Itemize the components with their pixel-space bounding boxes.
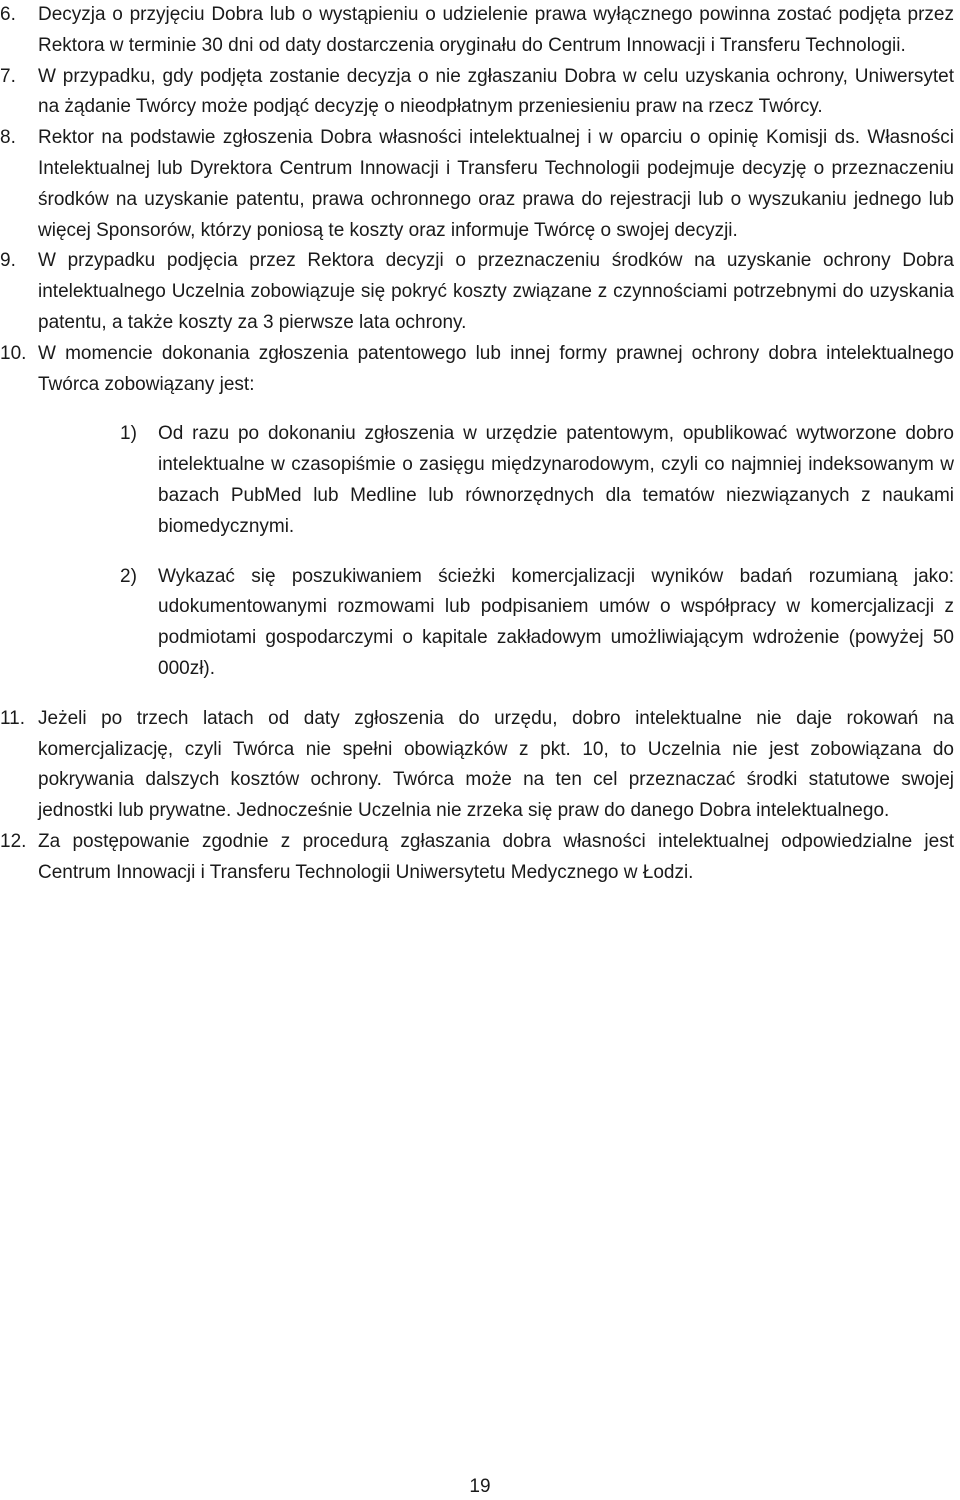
- item-number: 12.: [0, 830, 27, 852]
- list-item-8: [0, 123, 960, 246]
- list-item-10: [0, 339, 960, 401]
- item-number: 8.: [0, 127, 16, 149]
- item-text: Za postępowanie zgodnie z procedurą zgłaszania dobra własności intelektualnej odpowiedzialne jest Centrum Innowacji i Transferu Technologii Uniwersytetu Medycznego w Łodzi.: [38, 830, 954, 883]
- list-item-11: [0, 704, 960, 827]
- item-number: 9.: [0, 250, 16, 272]
- item-text: W przypadku, gdy podjęta zostanie decyzja o nie zgłaszaniu Dobra w celu uzyskania ochrony, Uniwersytet na żądanie Twórcy może podjąć decyzję o nieodpłatnym przeniesieniu praw na rzecz Twórcy.: [38, 65, 954, 118]
- list-item-9: [0, 246, 960, 338]
- item-text: W przypadku podjęcia przez Rektora decyzji o przeznaczeniu środków na uzyskanie ochrony Dobra intelektualnego Uczelnia zobowiązuje się pokryć koszty związane z czynnościami potrzebnymi do uzyskania patentu, a także koszty za 3 pierwsze lata ochrony.: [38, 250, 954, 333]
- item-number: 11.: [0, 707, 26, 729]
- sub-item-text: Wykazać się poszukiwaniem ścieżki komercjalizacji wyników badań rozumianą jako: udokumentowanymi rozmowami lub podpisaniem umów o współpracy w komercjalizacji z podmiotami gospodarczymi o kapitale zakładowym umożliwiającym wdrożenie (powyżej 50 000zł).: [158, 565, 954, 679]
- list-item-12: [0, 827, 960, 889]
- list-item-7: [0, 62, 960, 124]
- item-number: 7.: [0, 65, 16, 87]
- sub-item-1: [120, 419, 960, 542]
- sub-item-number: 1): [120, 423, 137, 445]
- item-number: 10.: [0, 342, 27, 364]
- item-text: Decyzja o przyjęciu Dobra lub o wystąpieniu o udzielenie prawa wyłącznego powinna zostać podjęta przez Rektora w terminie 30 dni od daty dostarczenia oryginału do Centrum Innowacji i Transferu Technologii.: [38, 4, 954, 56]
- sub-item-2: [120, 562, 960, 685]
- item-text: W momencie dokonania zgłoszenia patentowego lub innej formy prawnej ochrony dobra intelektualnego Twórca zobowiązany jest:: [38, 342, 954, 395]
- sub-item-text: Od razu po dokonaniu zgłoszenia w urzędzie patentowym, opublikować wytworzone dobro intelektualne w czasopiśmie o zasięgu międzynarodowym, czyli co najmniej indeksowanym w bazach PubMed lub Medline lub równorzędnych dla tematów niezwiązanych z naukami biomedycznymi.: [158, 423, 954, 537]
- item-number: 6.: [0, 4, 16, 25]
- item-text: Jeżeli po trzech latach od daty zgłoszenia do urzędu, dobro intelektualne nie daje rokowań na komercjalizację, czyli Twórca nie spełni obowiązków z pkt. 10, to Uczelnia nie jest zobowiązana do pokrywania dalszych kosztów ochrony. Twórca może na ten cel przeznaczać środki statutowe swojej jednostki lub prywatne. Jednocześnie Uczelnia nie zrzeka się praw do danego Dobra intelektualnego.: [38, 707, 954, 822]
- sub-item-number: 2): [120, 565, 137, 587]
- page-number: 19: [469, 1476, 491, 1497]
- item-text: Rektor na podstawie zgłoszenia Dobra własności intelektualnej i w oparciu o opinię Komisji ds. Własności Intelektualnej lub Dyrektora Centrum Innowacji i Transferu Technologii podejmuje decyzję o przeznaczeniu środków na uzyskanie patentu, prawa ochronnego oraz prawa do rejestracji lub o wyszukaniu jednego lub więcej Sponsorów, którzy poniosą te koszty oraz informuje Twórcę o swojej decyzji.: [38, 127, 954, 241]
- list-item-6: [0, 0, 960, 62]
